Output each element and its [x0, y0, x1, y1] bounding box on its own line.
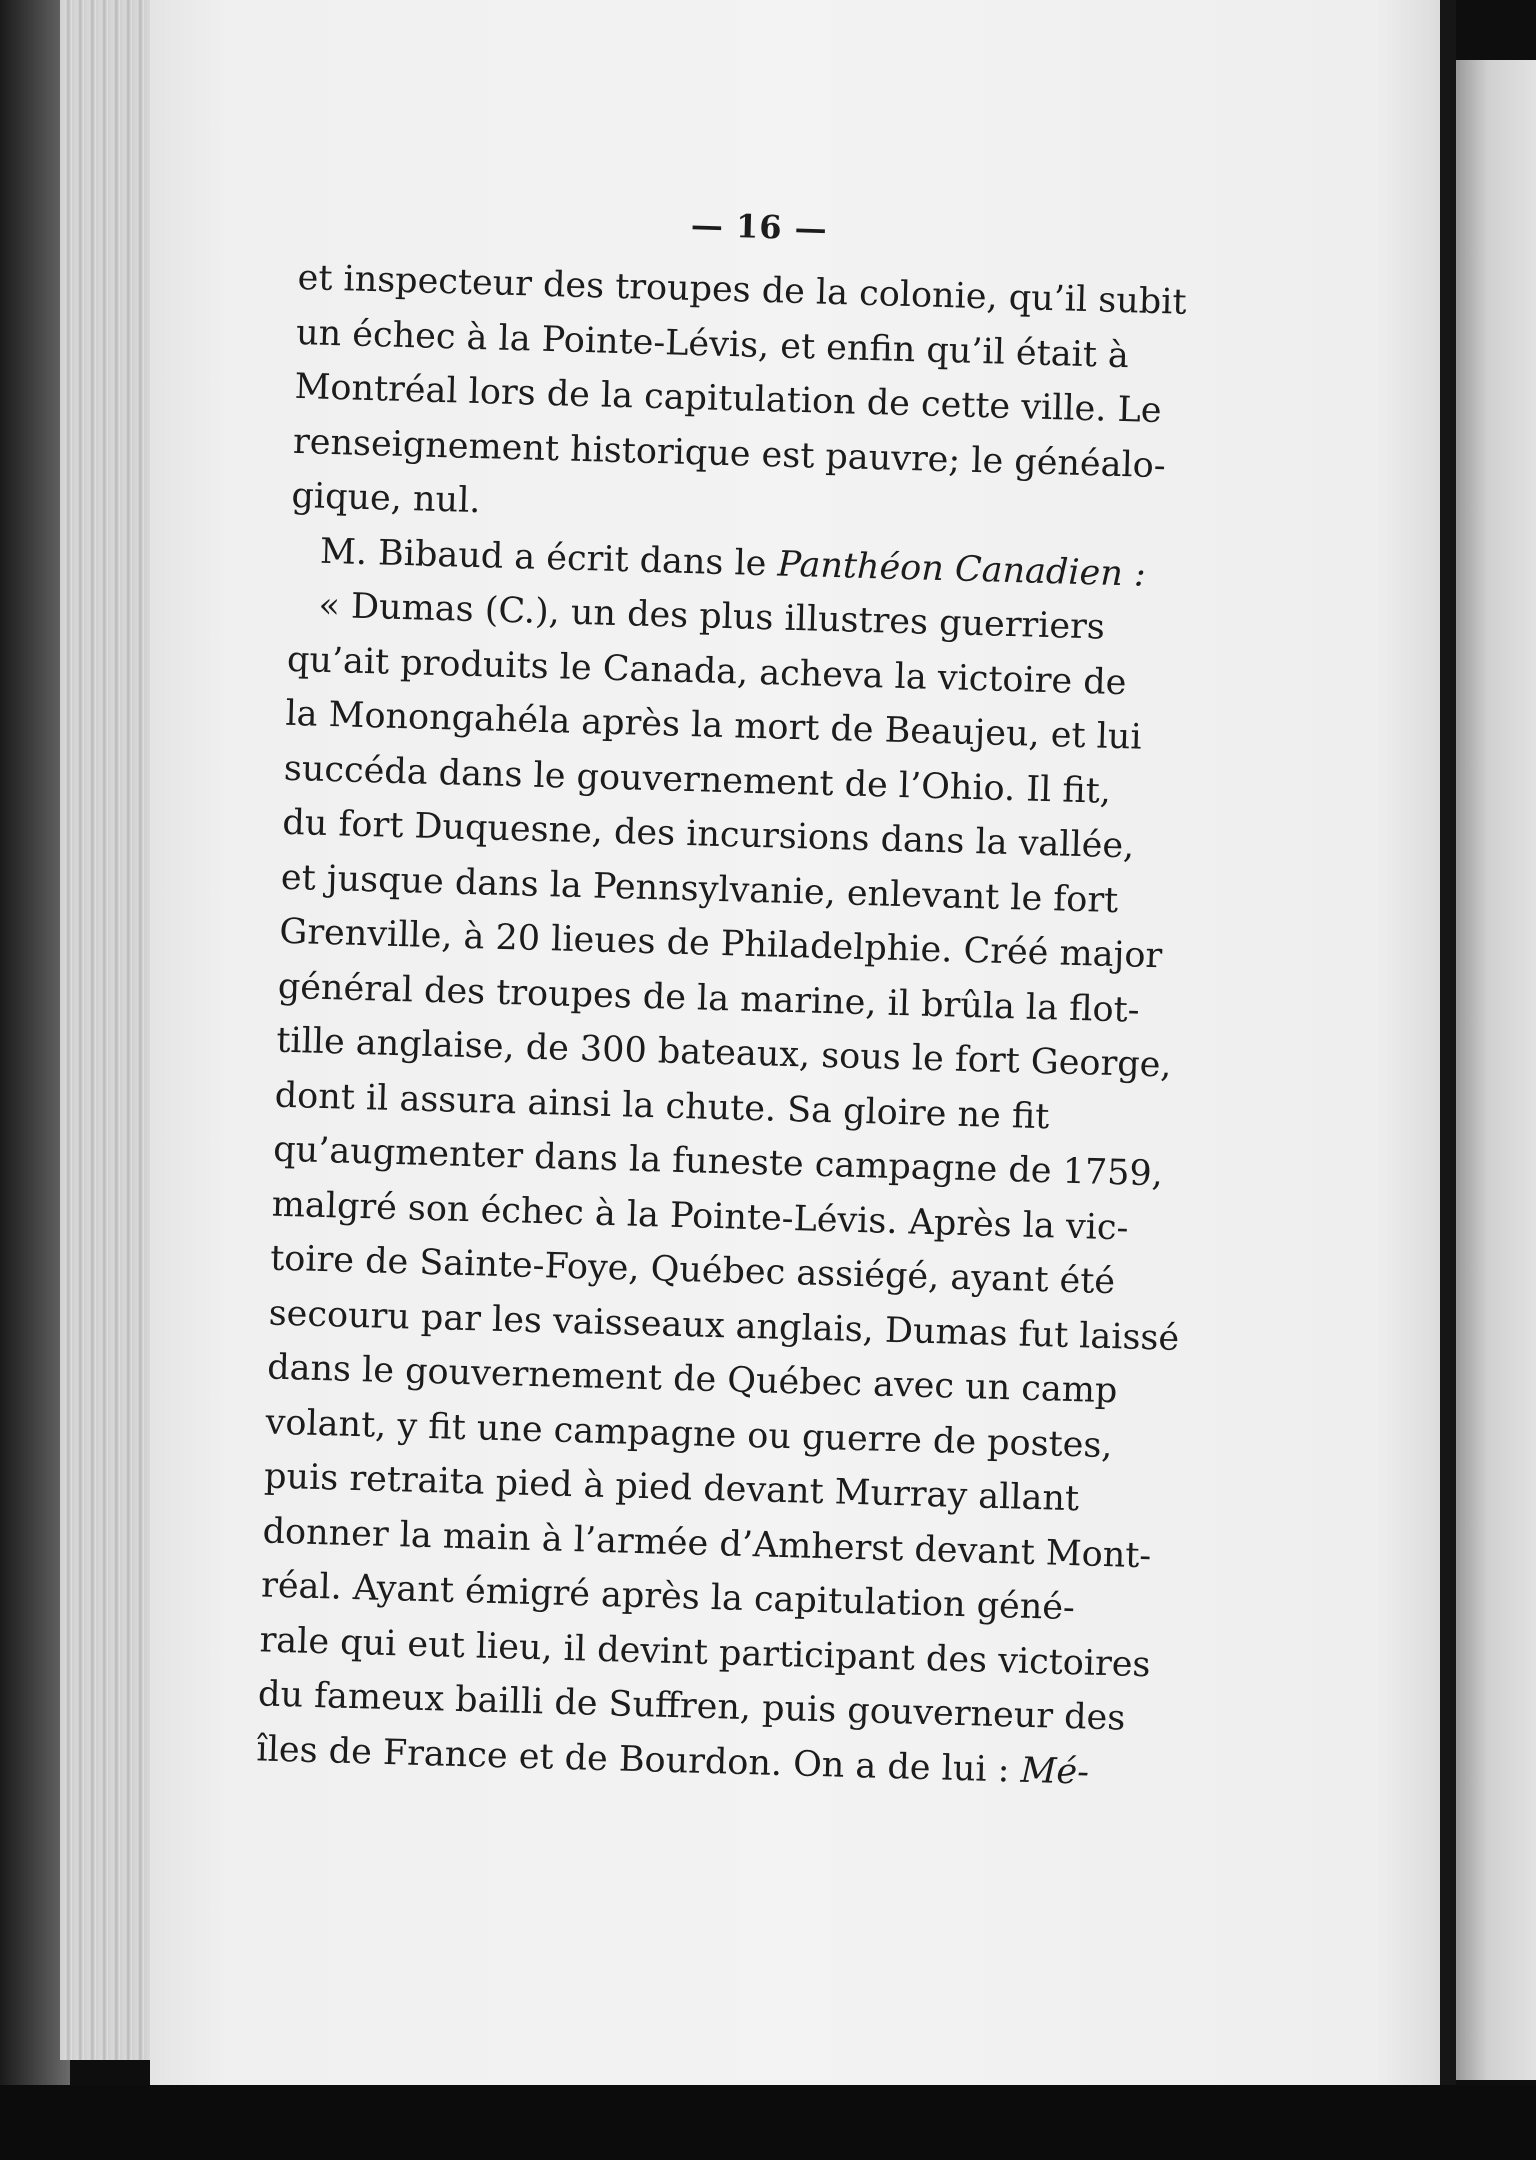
- text-line: un échec à la Pointe-Lévis, et enfin qu’il était à: [295, 312, 1130, 376]
- bottom-shadow: [0, 2085, 1536, 2160]
- paragraph-3-quote: [256, 578, 1209, 1802]
- text-line: donner la main à l’armée d’Amherst devant Mont-: [262, 1510, 1152, 1576]
- text-line: volant, y fit une campagne ou guerre de postes,: [265, 1402, 1114, 1466]
- text-line: du fameux bailli de Suffren, puis gouverneur des: [257, 1674, 1126, 1739]
- text-line: qu’ait produits le Canada, acheva la victoire de: [286, 639, 1127, 703]
- text-run: M. Bibaud a écrit dans le: [319, 531, 779, 584]
- text-line: Grenville, à 20 lieues de Philadelphie. Créé major: [278, 911, 1163, 977]
- facing-page-edge: [1456, 60, 1536, 2080]
- page-text-block: [256, 195, 1220, 1802]
- gutter-shadow: [1440, 0, 1456, 2160]
- text-line: réal. Ayant émigré après la capitulation géné-: [260, 1565, 1076, 1629]
- text-line: dont il assura ainsi la chute. Sa gloire ne fit: [274, 1075, 1050, 1137]
- text-line: gique, nul.: [291, 475, 482, 522]
- text-line: renseignement historique est pauvre; le généalo-: [292, 421, 1167, 486]
- text-line: malgré son échec à la Pointe-Lévis. Après la vic-: [271, 1184, 1129, 1249]
- text-line: Montréal lors de la capitulation de cette ville. Le: [294, 366, 1163, 432]
- text-line: secouru par les vaisseaux anglais, Dumas fut laissé: [268, 1293, 1180, 1359]
- text-line: et jusque dans la Pennsylvanie, enlevant le fort: [280, 857, 1119, 921]
- text-line: la Monongahéla après la mort de Beaujeu, et lui: [284, 693, 1143, 758]
- text-line: dans le gouvernement de Québec avec un camp: [266, 1347, 1118, 1412]
- text-line: qu’augmenter dans la funeste campagne de 1759,: [272, 1129, 1164, 1195]
- text-line: rale qui eut lieu, il devint participant des victoires: [259, 1619, 1151, 1685]
- text-line: et inspecteur des troupes de la colonie, qu’il subit: [297, 257, 1188, 323]
- text-line: puis retraita pied à pied devant Murray allant: [263, 1456, 1080, 1520]
- italic-title: Panthéon Canadien :: [777, 543, 1147, 595]
- text-run: îles de France et de Bourdon. On a de lui :: [256, 1728, 1022, 1791]
- page-number: — 16 —: [690, 205, 829, 248]
- page-stack-edges: [60, 0, 160, 2060]
- text-line: général des troupes de la marine, il brûla la flot-: [277, 966, 1141, 1031]
- text-line: succéda dans le gouvernement de l’Ohio. Il fit,: [283, 748, 1112, 812]
- text-line: « Dumas (C.), un des plus illustres guerriers: [317, 585, 1106, 648]
- text-line: du fort Duquesne, des incursions dans la vallée,: [281, 802, 1135, 867]
- paragraph-1: [291, 251, 1218, 549]
- italic-word: Mé-: [1020, 1750, 1090, 1793]
- text-line: tille anglaise, de 300 bateaux, sous le fort George,: [275, 1020, 1173, 1086]
- text-line: toire de Sainte-Foye, Québec assiégé, ayant été: [269, 1238, 1116, 1303]
